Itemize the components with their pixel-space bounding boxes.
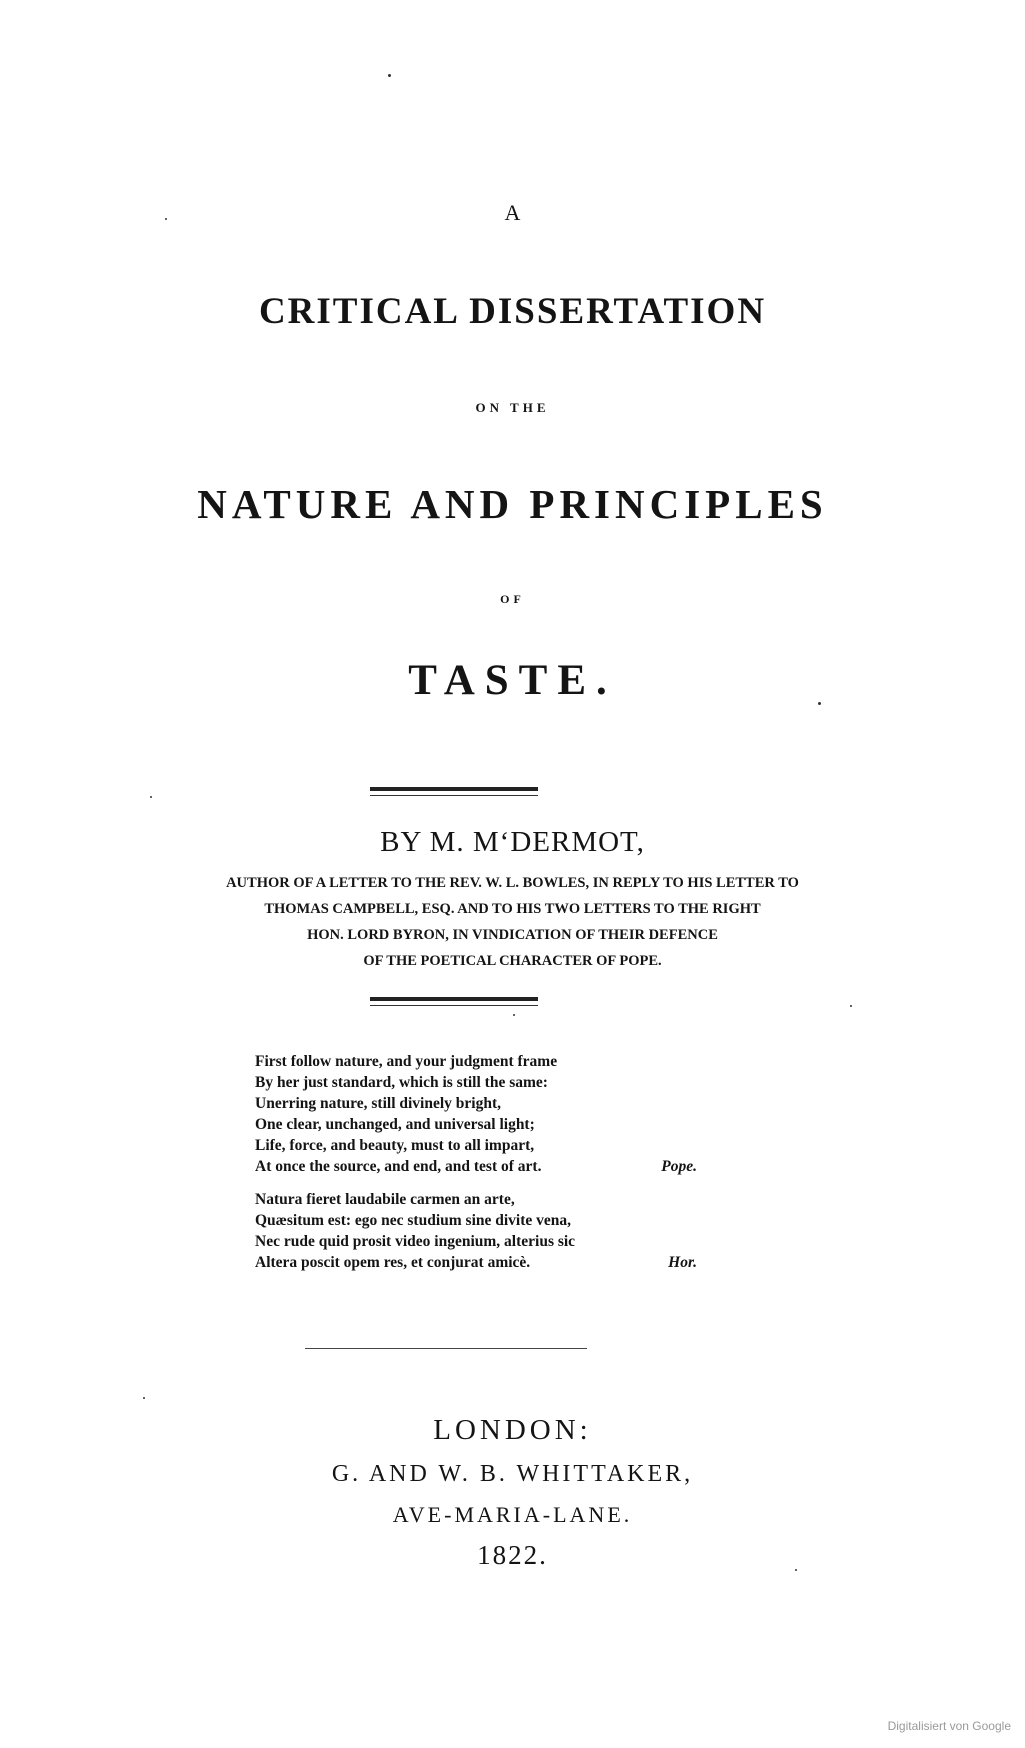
scan-speck — [143, 1397, 145, 1399]
author-description-line: THOMAS CAMPBELL, ESQ. AND TO HIS TWO LETTERS TO THE RIGHT — [264, 901, 761, 917]
imprint-address: AVE-MARIA-LANE. — [392, 1502, 633, 1527]
epigraph-pope — [255, 1051, 725, 1177]
digitization-watermark: Digitalisiert von Google — [887, 1719, 1011, 1733]
title-connector-2: OF — [500, 592, 525, 606]
epigraph-attribution-horace: Hor. — [668, 1254, 697, 1271]
author-description-line: AUTHOR OF A LETTER TO THE REV. W. L. BOWLES, IN REPLY TO HIS LETTER TO — [226, 875, 799, 891]
epigraph-line: One clear, unchanged, and universal light; — [255, 1116, 535, 1133]
epigraph-line: At once the source, and end, and test of art. — [255, 1158, 542, 1175]
title-line-1: CRITICAL DISSERTATION — [258, 291, 767, 332]
author-description-line: OF THE POETICAL CHARACTER OF POPE. — [363, 953, 662, 969]
ornamental-rule-middle — [370, 997, 538, 1001]
epigraph-line: Life, force, and beauty, must to all impart, — [255, 1137, 535, 1154]
title-connector-1: ON THE — [475, 400, 550, 415]
ornamental-rule-middle-thin — [370, 1005, 538, 1006]
epigraph-line: Altera poscit opem res, et conjurat amicè. — [255, 1254, 531, 1271]
author-line: BY M. M‘DERMOT, — [380, 826, 645, 858]
epigraph-line: Nec rude quid prosit video ingenium, alterius sic — [255, 1233, 576, 1250]
imprint-rule — [305, 1348, 587, 1349]
title-line-2: NATURE AND PRINCIPLES — [197, 481, 828, 527]
scan-speck — [850, 1005, 852, 1007]
ornamental-rule-top-thin — [370, 795, 538, 796]
epigraph-line: Natura fieret laudabile carmen an arte, — [255, 1191, 515, 1208]
title-line-3: TASTE. — [408, 657, 617, 704]
scan-speck — [513, 1014, 515, 1016]
epigraph-horace — [255, 1189, 725, 1273]
author-description-line: HON. LORD BYRON, IN VINDICATION OF THEIR DEFENCE — [307, 927, 718, 943]
epigraph-line: First follow nature, and your judgment frame — [255, 1053, 558, 1070]
imprint-publisher: G. AND W. B. WHITTAKER, — [331, 1461, 694, 1487]
epigraph-line: Unerring nature, still divinely bright, — [255, 1095, 502, 1112]
ornamental-rule-top — [370, 787, 538, 791]
epigraph-attribution-pope: Pope. — [661, 1158, 697, 1175]
imprint-city: LONDON: — [433, 1414, 592, 1446]
title-article: A — [504, 200, 521, 225]
epigraph-line: Quæsitum est: ego nec studium sine divite vena, — [255, 1212, 572, 1229]
scan-speck — [388, 74, 391, 77]
imprint-year: 1822. — [477, 1540, 548, 1570]
scan-speck — [150, 796, 152, 798]
epigraph-line: By her just standard, which is still the same: — [255, 1074, 548, 1091]
